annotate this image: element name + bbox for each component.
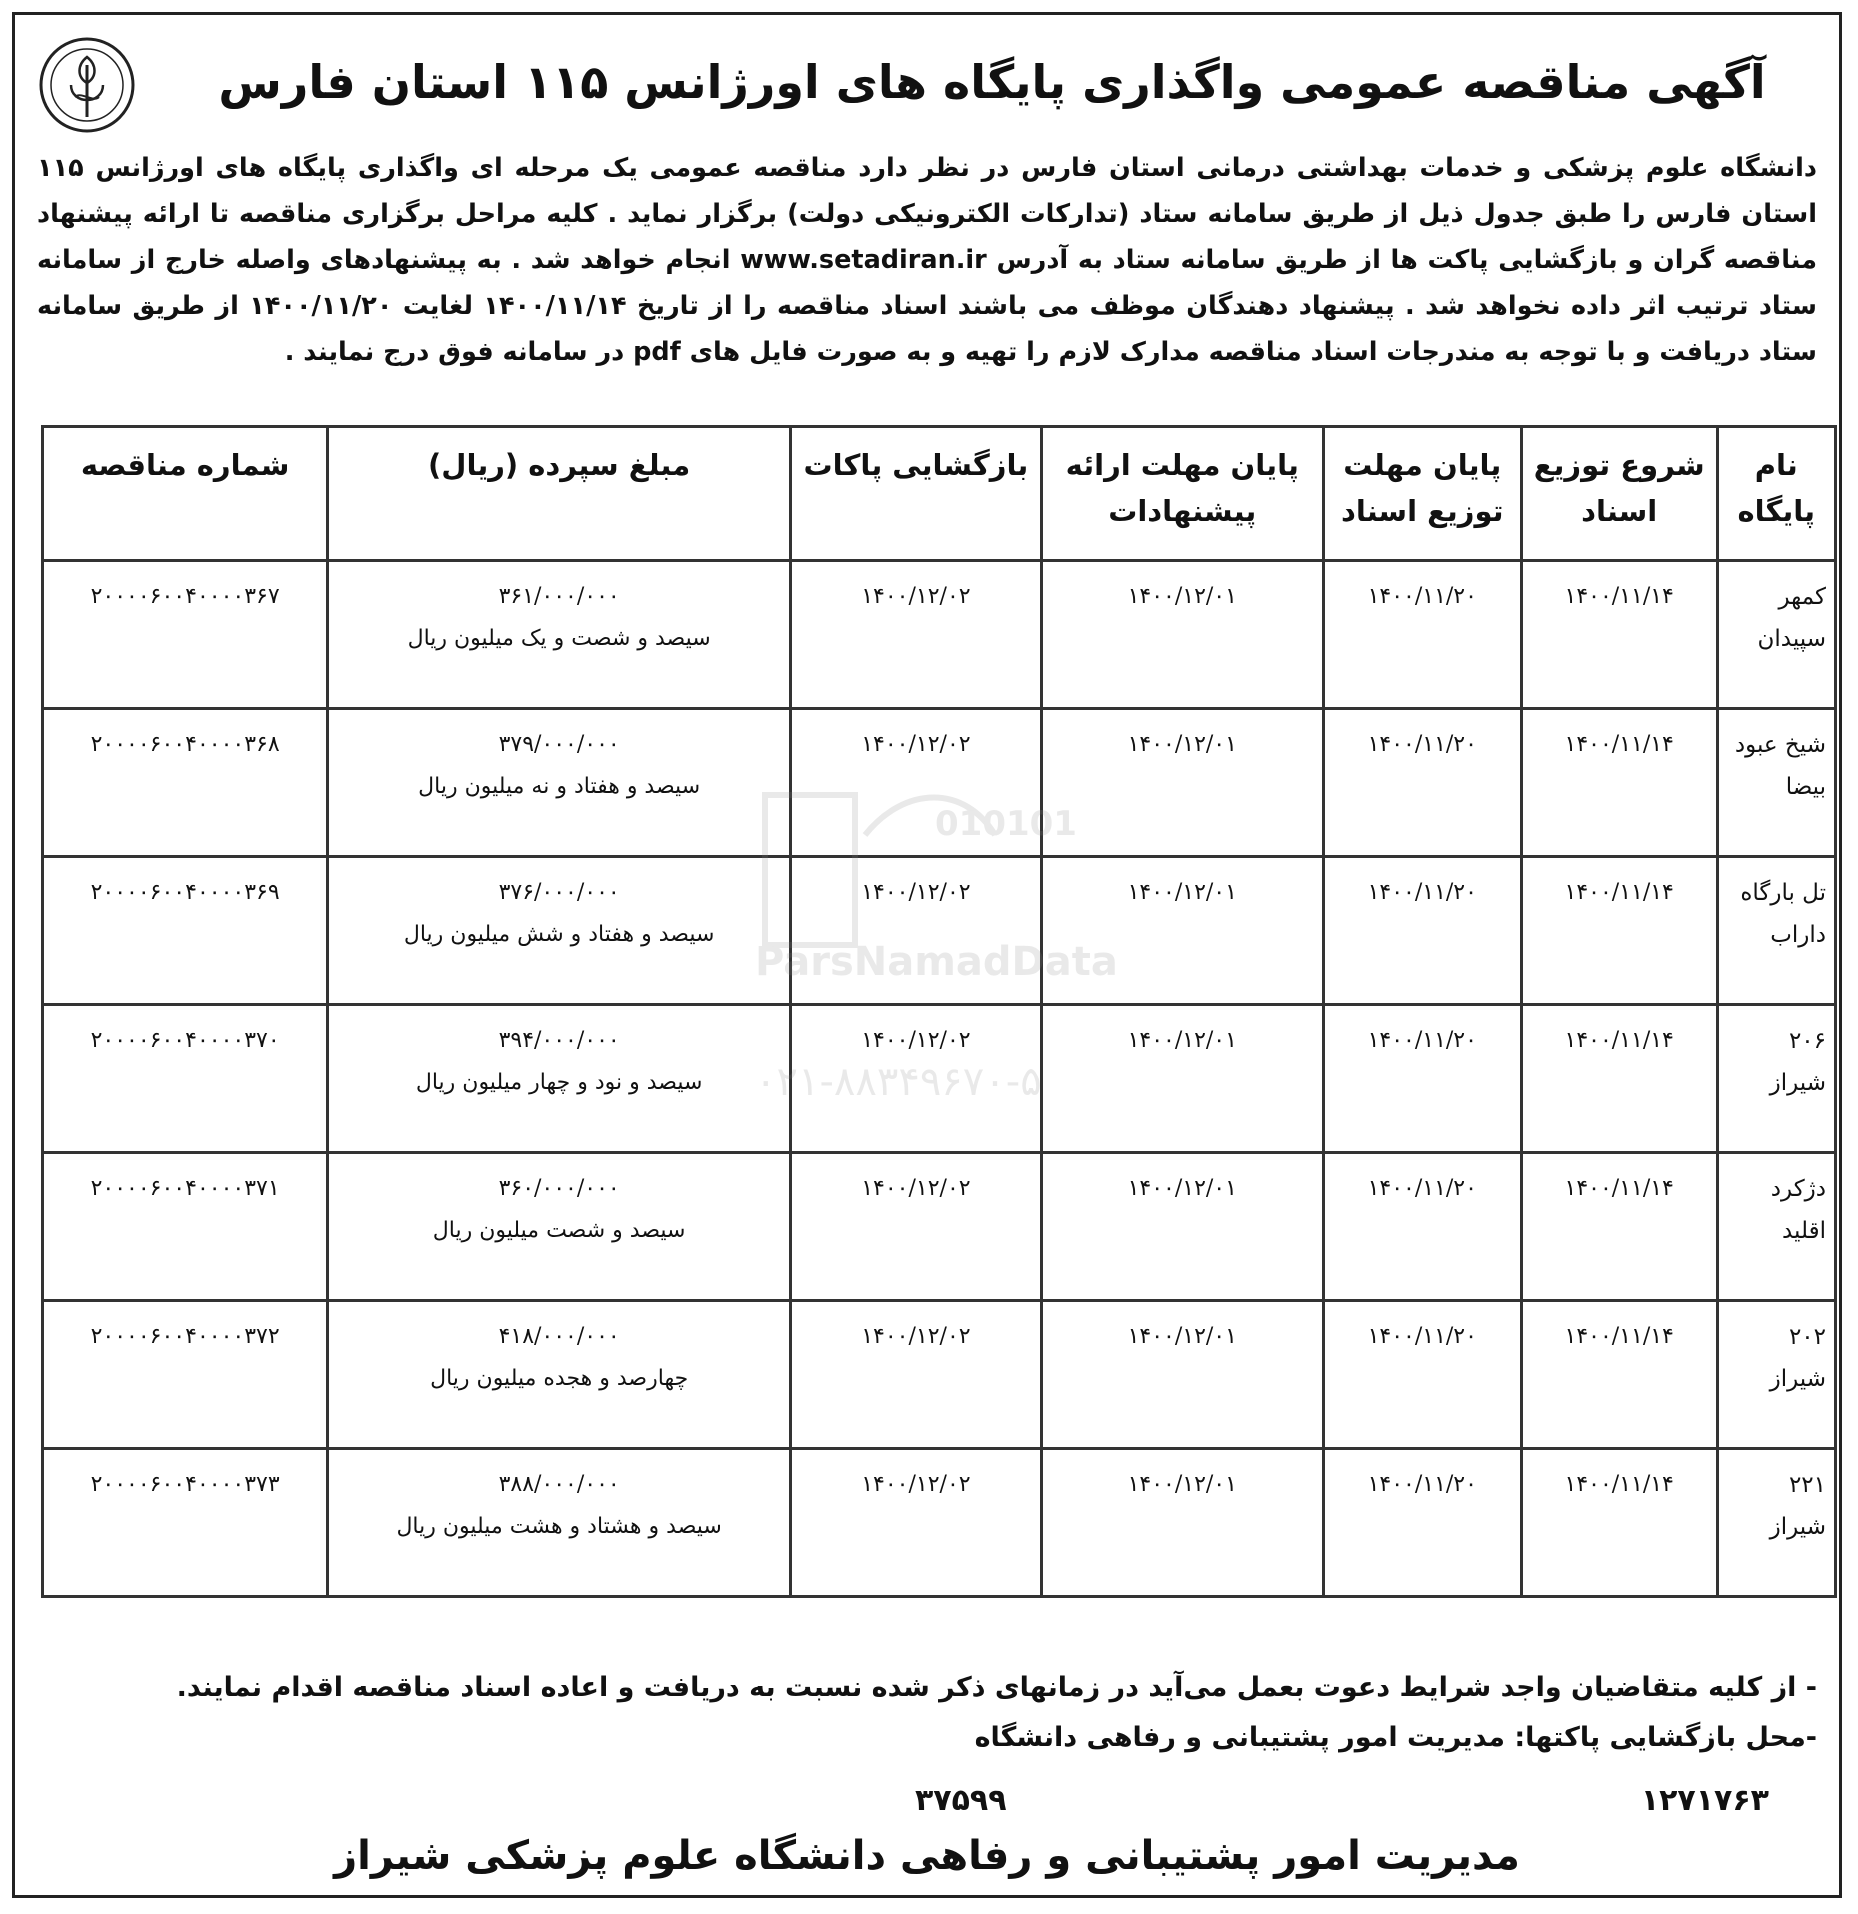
header-start: شروع توزیع اسناد (1521, 427, 1717, 561)
header-opening: بازگشایی پاکات (791, 427, 1042, 561)
cell-site: دژکرد اقلید (1717, 1153, 1835, 1301)
deposit-amount: ۳۸۸/۰۰۰/۰۰۰ (498, 1472, 620, 1497)
watermark-digits: 010101 (935, 804, 1077, 844)
cell-start: ۱۴۰۰/۱۱/۱۴ (1521, 857, 1717, 1005)
cell-number: ۲۰۰۰۰۶۰۰۴۰۰۰۰۳۶۸ (43, 709, 328, 857)
cell-site: ۲۲۱ شیراز (1717, 1449, 1835, 1597)
cell-site: ۲۰۲ شیراز (1717, 1301, 1835, 1449)
cell-start: ۱۴۰۰/۱۱/۱۴ (1521, 1301, 1717, 1449)
cell-end-offer: ۱۴۰۰/۱۲/۰۱ (1041, 1301, 1323, 1449)
cell-end-dist: ۱۴۰۰/۱۱/۲۰ (1323, 857, 1521, 1005)
cell-number: ۲۰۰۰۰۶۰۰۴۰۰۰۰۳۷۳ (43, 1449, 328, 1597)
deposit-words: سیصد و نود و چهار میلیون ریال (415, 1070, 703, 1095)
deposit-words: سیصد و شصت میلیون ریال (432, 1218, 686, 1243)
deposit-words: سیصد و شصت و یک میلیون ریال (407, 626, 711, 651)
cell-opening: ۱۴۰۰/۱۲/۰۲ (791, 857, 1042, 1005)
cell-site: ۲۰۶ شیراز (1717, 1005, 1835, 1153)
watermark-brand: ParsNamadData (755, 939, 1118, 985)
cell-end-offer: ۱۴۰۰/۱۲/۰۱ (1041, 561, 1323, 709)
cell-end-offer: ۱۴۰۰/۱۲/۰۱ (1041, 1153, 1323, 1301)
deposit-amount: ۳۹۴/۰۰۰/۰۰۰ (498, 1028, 620, 1053)
table-row (43, 1153, 1836, 1301)
cell-opening: ۱۴۰۰/۱۲/۰۲ (791, 1153, 1042, 1301)
footer-signature: مدیریت امور پشتیبانی و رفاهی دانشگاه علوم پزشکی شیراز (334, 1833, 1520, 1879)
deposit-words: سیصد و هفتاد و نه میلیون ریال (418, 774, 701, 799)
cell-start: ۱۴۰۰/۱۱/۱۴ (1521, 709, 1717, 857)
table-row (43, 561, 1836, 709)
cell-end-dist: ۱۴۰۰/۱۱/۲۰ (1323, 1005, 1521, 1153)
header-number: شماره مناقصه (43, 427, 328, 561)
cell-opening: ۱۴۰۰/۱۲/۰۲ (791, 1301, 1042, 1449)
table-row (43, 1449, 1836, 1597)
code-left: ۳۷۵۹۹ (915, 1783, 1007, 1818)
cell-start: ۱۴۰۰/۱۱/۱۴ (1521, 1153, 1717, 1301)
cell-number: ۲۰۰۰۰۶۰۰۴۰۰۰۰۳۷۱ (43, 1153, 328, 1301)
table-row (43, 857, 1836, 1005)
cell-start: ۱۴۰۰/۱۱/۱۴ (1521, 1005, 1717, 1153)
cell-deposit (328, 1153, 791, 1301)
deposit-amount: ۳۶۱/۰۰۰/۰۰۰ (498, 584, 620, 609)
deposit-words: چهارصد و هجده میلیون ریال (430, 1366, 689, 1391)
cell-opening: ۱۴۰۰/۱۲/۰۲ (791, 1005, 1042, 1153)
cell-end-dist: ۱۴۰۰/۱۱/۲۰ (1323, 709, 1521, 857)
note-opening-location: -محل بازگشایی پاکتها: مدیریت امور پشتیبانی و رفاهی دانشگاه (974, 1722, 1817, 1753)
cell-end-dist: ۱۴۰۰/۱۱/۲۰ (1323, 1449, 1521, 1597)
university-seal-icon (37, 35, 137, 135)
deposit-amount: ۴۱۸/۰۰۰/۰۰۰ (498, 1324, 620, 1349)
cell-end-dist: ۱۴۰۰/۱۱/۲۰ (1323, 1301, 1521, 1449)
code-right: ۱۲۷۱۷۶۳ (1640, 1783, 1769, 1818)
cell-end-offer: ۱۴۰۰/۱۲/۰۱ (1041, 1005, 1323, 1153)
header-end-dist: پایان مهلت توزیع اسناد (1323, 427, 1521, 561)
cell-site: تل بارگاه داراب (1717, 857, 1835, 1005)
cell-opening: ۱۴۰۰/۱۲/۰۲ (791, 709, 1042, 857)
header-deposit: مبلغ سپرده (ریال) (328, 427, 791, 561)
tender-table (41, 425, 1837, 1598)
tender-notice (12, 12, 1842, 1898)
cell-deposit (328, 857, 791, 1005)
intro-paragraph: دانشگاه علوم پزشکی و خدمات بهداشتی درمانی استان فارس در نظر دارد مناقصه عمومی یک مرحله ای واگذاری پایگاه های اورژانس ۱۱۵ استان فارس را طبق جدول ذیل از طریق سامانه ستاد (تدارکات الکترونیکی دولت) برگزار نماید . کلیه مراحل برگزاری مناقصه تا ارائه پیشنهاد مناقصه گران و بازگشایی پاکت ها از طریق سامانه ستاد به آدرس www.setadiran.ir انجام خواهد شد . به پیشنهادهای واصله خارج از سامانه ستاد ترتیب اثر داده نخواهد شد . پیشنهاد دهندگان موظف می باشند اسناد مناقصه را از تاریخ ۱۴۰۰/۱۱/۱۴ لغایت ۱۴۰۰/۱۱/۲۰ از طریق سامانه ستاد دریافت و با توجه به مندرجات اسناد مناقصه مدارک لازم را تهیه و به صورت فایل های pdf در سامانه فوق درج نمایند . (37, 153, 1817, 367)
cell-number: ۲۰۰۰۰۶۰۰۴۰۰۰۰۳۶۷ (43, 561, 328, 709)
cell-deposit (328, 561, 791, 709)
table-header-row (43, 427, 1836, 561)
deposit-words: سیصد و هشتاد و هشت میلیون ریال (396, 1514, 722, 1539)
cell-opening: ۱۴۰۰/۱۲/۰۲ (791, 1449, 1042, 1597)
table-row (43, 709, 1836, 857)
deposit-amount: ۳۶۰/۰۰۰/۰۰۰ (498, 1176, 620, 1201)
deposit-amount: ۳۷۹/۰۰۰/۰۰۰ (498, 732, 620, 757)
cell-number: ۲۰۰۰۰۶۰۰۴۰۰۰۰۳۶۹ (43, 857, 328, 1005)
cell-deposit (328, 1449, 791, 1597)
cell-start: ۱۴۰۰/۱۱/۱۴ (1521, 561, 1717, 709)
notes (37, 1663, 1817, 1763)
note-invitation: - از کلیه متقاضیان واجد شرایط دعوت بعمل می‌آید در زمانهای ذکر شده نسبت به دریافت و اعاده اسناد مناقصه اقدام نمایند. (176, 1672, 1817, 1703)
table-row (43, 1005, 1836, 1153)
notice-title: آگهی مناقصه عمومی واگذاری پایگاه های اورژانس ۱۱۵ استان فارس (218, 55, 1766, 109)
cell-end-dist: ۱۴۰۰/۱۱/۲۰ (1323, 561, 1521, 709)
reference-codes (15, 1783, 1839, 1833)
deposit-amount: ۳۷۶/۰۰۰/۰۰۰ (498, 880, 620, 905)
cell-opening: ۱۴۰۰/۱۲/۰۲ (791, 561, 1042, 709)
cell-deposit (328, 709, 791, 857)
table-row (43, 1301, 1836, 1449)
cell-end-offer: ۱۴۰۰/۱۲/۰۱ (1041, 1449, 1323, 1597)
cell-deposit (328, 1301, 791, 1449)
cell-start: ۱۴۰۰/۱۱/۱۴ (1521, 1449, 1717, 1597)
cell-end-dist: ۱۴۰۰/۱۱/۲۰ (1323, 1153, 1521, 1301)
cell-number: ۲۰۰۰۰۶۰۰۴۰۰۰۰۳۷۰ (43, 1005, 328, 1153)
cell-number: ۲۰۰۰۰۶۰۰۴۰۰۰۰۳۷۲ (43, 1301, 328, 1449)
cell-end-offer: ۱۴۰۰/۱۲/۰۱ (1041, 857, 1323, 1005)
watermark-phone: ۰۲۱-۸۸۳۴۹۶۷۰-۵ (755, 1059, 1042, 1105)
cell-end-offer: ۱۴۰۰/۱۲/۰۱ (1041, 709, 1323, 857)
header-end-offer: پایان مهلت ارائه پیشنهادات (1041, 427, 1323, 561)
deposit-words: سیصد و هفتاد و شش میلیون ریال (403, 922, 715, 947)
cell-site: شیخ عبود بیضا (1717, 709, 1835, 857)
cell-deposit (328, 1005, 791, 1153)
header-site: نام پایگاه (1717, 427, 1835, 561)
cell-site: کمهر سپیدان (1717, 561, 1835, 709)
